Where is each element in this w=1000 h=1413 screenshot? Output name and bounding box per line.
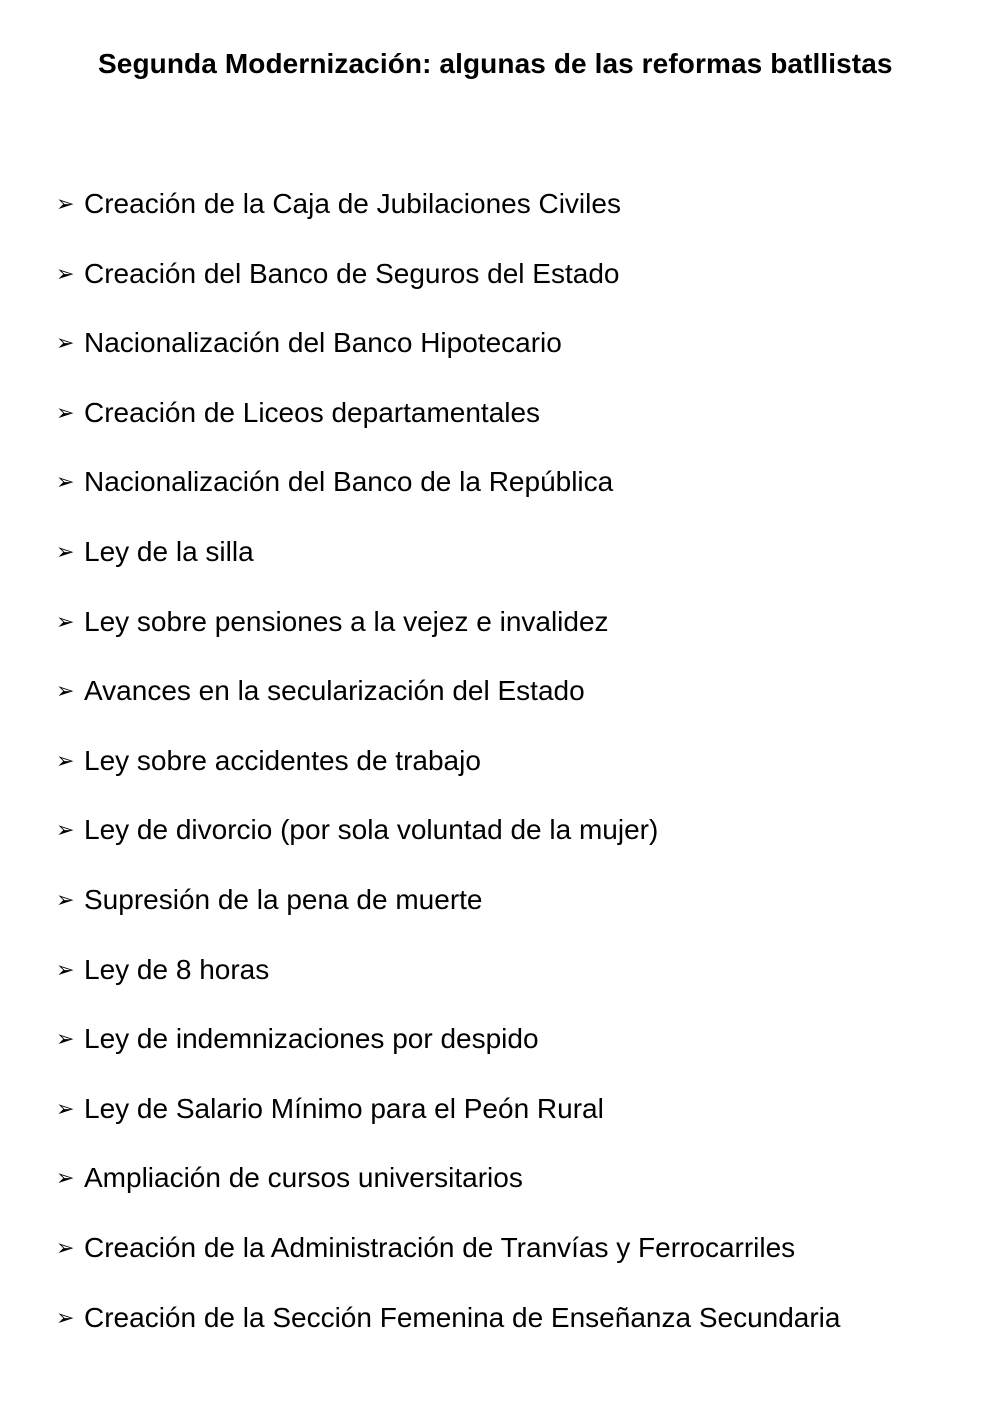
list-item-text: Creación del Banco de Seguros del Estado [84,257,620,289]
list-item [56,1230,840,1300]
list-item-text: Creación de la Caja de Jubilaciones Civiles [84,188,621,219]
list-item [56,186,840,256]
arrow-bullet-icon: ➢ [56,538,75,564]
list-item [56,1300,840,1370]
list-item [56,1021,840,1091]
arrow-bullet-icon: ➢ [56,330,75,356]
list-item [56,882,840,952]
list-item [56,952,840,1022]
list-item [56,464,840,534]
arrow-bullet-icon: ➢ [56,1234,75,1260]
arrow-bullet-icon: ➢ [56,1304,75,1330]
list-item [56,812,840,882]
list-item-text: Creación de la Administración de Tranvías y Ferrocarriles [84,1231,796,1263]
arrow-bullet-icon: ➢ [56,956,75,982]
arrow-bullet-icon: ➢ [56,399,75,425]
list-item-text: Creación de Liceos departamentales [84,396,541,428]
list-item-text: Ley sobre accidentes de trabajo [84,744,481,776]
arrow-bullet-icon: ➢ [56,191,75,216]
list-item [56,604,840,674]
list-item-text: Ley de indemnizaciones por despido [84,1023,539,1055]
list-item-text: Ley de divorcio (por sola voluntad de la mujer) [84,814,659,846]
list-item [56,1091,840,1161]
arrow-bullet-icon: ➢ [56,678,75,704]
list-item-text: Creación de la Sección Femenina de Enseñanza Secundaria [84,1301,841,1333]
list-item [56,325,840,395]
list-item-text: Ley de Salario Mínimo para el Peón Rural [84,1092,604,1124]
arrow-bullet-icon: ➢ [56,608,75,634]
arrow-bullet-icon: ➢ [56,747,75,773]
arrow-bullet-icon: ➢ [56,1165,75,1191]
reform-list [56,186,840,1369]
list-item-text: Ampliación de cursos universitarios [84,1162,523,1194]
list-item [56,743,840,813]
list-item-text: Ley sobre pensiones a la vejez e invalidez [84,605,609,637]
list-item-text: Ley de 8 horas [84,953,270,985]
list-item [56,673,840,743]
page-title: Segunda Modernización: algunas de las reformas batllistas [98,48,893,79]
list-item [56,1160,840,1230]
list-item-text: Supresión de la pena de muerte [84,883,483,915]
list-item-text: Avances en la secularización del Estado [84,675,585,707]
list-item-text: Ley de la silla [84,535,254,567]
arrow-bullet-icon: ➢ [56,817,75,843]
arrow-bullet-icon: ➢ [56,886,75,912]
list-item [56,534,840,604]
arrow-bullet-icon: ➢ [56,469,75,495]
list-item [56,395,840,465]
arrow-bullet-icon: ➢ [56,1095,75,1121]
arrow-bullet-icon: ➢ [56,1026,75,1052]
list-item-text: Nacionalización del Banco Hipotecario [84,327,562,359]
list-item [56,256,840,326]
arrow-bullet-icon: ➢ [56,260,75,286]
list-item-text: Nacionalización del Banco de la República [84,466,614,498]
